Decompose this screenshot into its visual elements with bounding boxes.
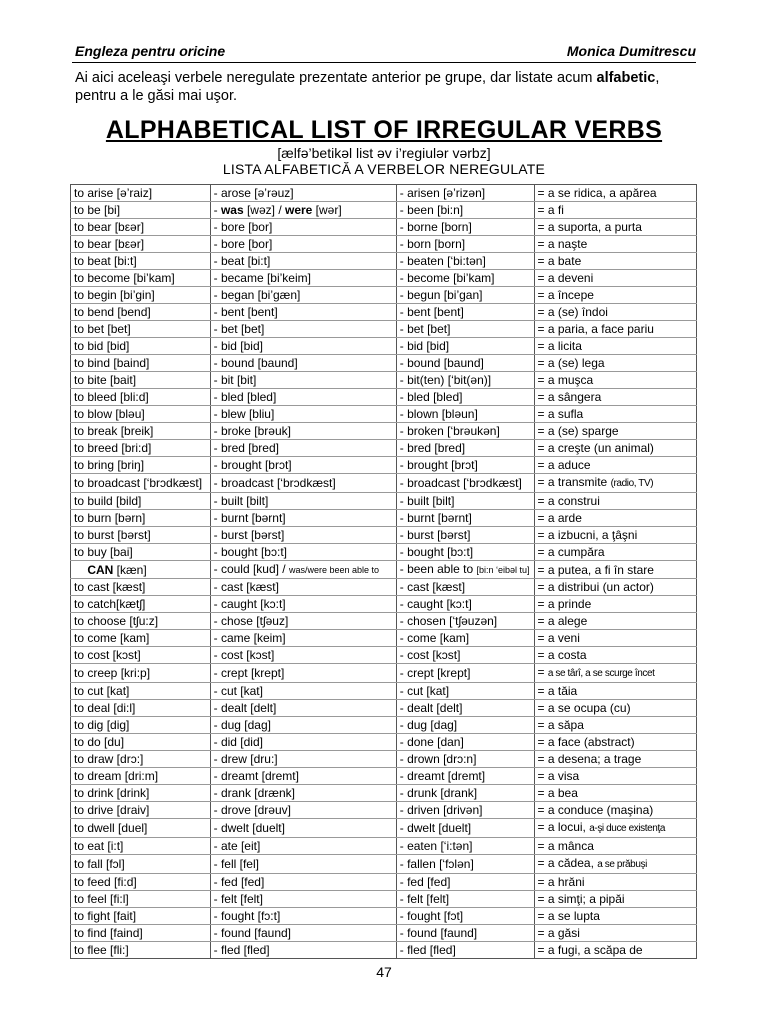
- verb-translation: = a creşte (un animal): [534, 440, 696, 457]
- verb-translation: = a locui, a-şi duce existenţa: [534, 819, 696, 838]
- verb-translation: = a se ocupa (cu): [534, 700, 696, 717]
- verb-infinitive: to fight [fait]: [71, 908, 211, 925]
- verb-past-participle: - drunk [drank]: [396, 785, 534, 802]
- verb-row: [71, 838, 697, 855]
- verb-row: [71, 202, 697, 219]
- verb-past-participle: - bought [bɔ:t]: [396, 544, 534, 561]
- verb-row: [71, 700, 697, 717]
- verb-row: [71, 855, 697, 874]
- verb-infinitive: to eat [i:t]: [71, 838, 211, 855]
- verb-infinitive: to bid [bid]: [71, 338, 211, 355]
- verb-infinitive: to burn [bərn]: [71, 510, 211, 527]
- verb-past-simple: - bit [bit]: [210, 372, 396, 389]
- verb-row: [71, 457, 697, 474]
- verb-translation: = a putea, a fi în stare: [534, 561, 696, 579]
- verb-translation: = a construi: [534, 493, 696, 510]
- verb-translation: = a transmite (radio, TV): [534, 474, 696, 493]
- verb-translation: = a săpa: [534, 717, 696, 734]
- verb-infinitive: to dig [dig]: [71, 717, 211, 734]
- verb-past-participle: - done [dan]: [396, 734, 534, 751]
- verb-past-simple: - drew [dru:]: [210, 751, 396, 768]
- verb-past-simple: - bound [baund]: [210, 355, 396, 372]
- verb-infinitive: to cast [kæst]: [71, 579, 211, 596]
- verb-past-participle: - fled [fled]: [396, 942, 534, 959]
- verb-past-simple: - burst [bərst]: [210, 527, 396, 544]
- verb-past-participle: - born [born]: [396, 236, 534, 253]
- verb-past-simple: - bid [bid]: [210, 338, 396, 355]
- intro-paragraph: [75, 69, 697, 105]
- verb-translation: = a costa: [534, 647, 696, 664]
- verb-past-simple: - cast [kæst]: [210, 579, 396, 596]
- verb-row: [71, 819, 697, 838]
- verb-infinitive: to do [du]: [71, 734, 211, 751]
- verb-past-simple: - brought [brɔt]: [210, 457, 396, 474]
- verb-row: [71, 942, 697, 959]
- verb-past-simple: - bore [bor]: [210, 219, 396, 236]
- verb-row: [71, 874, 697, 891]
- page-subtitle: LISTA ALFABETICĂ A VERBELOR NEREGULATE: [222, 161, 546, 177]
- verb-row: [71, 908, 697, 925]
- verb-past-participle: - bent [bent]: [396, 304, 534, 321]
- verb-past-simple: - dreamt [dremt]: [210, 768, 396, 785]
- verb-row: [71, 544, 697, 561]
- verb-past-simple: - arose [ə’rəuz]: [210, 185, 396, 202]
- verb-past-simple: - dug [dag]: [210, 717, 396, 734]
- verb-past-simple: - caught [kɔ:t]: [210, 596, 396, 613]
- verb-translation: = a tăia: [534, 683, 696, 700]
- verb-row: [71, 561, 697, 579]
- verb-past-simple: - was [wəz] / were [wər]: [210, 202, 396, 219]
- verb-past-participle: - cut [kat]: [396, 683, 534, 700]
- verb-past-participle: - blown [bləun]: [396, 406, 534, 423]
- verb-past-participle: - broadcast [‘brɔdkæst]: [396, 474, 534, 493]
- verb-translation: = a se târî, a se scurge încet: [534, 664, 696, 683]
- verb-translation: = a deveni: [534, 270, 696, 287]
- page-title: ALPHABETICAL LIST OF IRREGULAR VERBS: [105, 116, 663, 144]
- verb-infinitive: CAN [kæn]: [71, 561, 211, 579]
- verb-past-participle: - built [bilt]: [396, 493, 534, 510]
- verb-past-simple: - blew [bliu]: [210, 406, 396, 423]
- verb-row: [71, 768, 697, 785]
- verb-past-participle: - felt [felt]: [396, 891, 534, 908]
- verb-past-participle: - bred [bred]: [396, 440, 534, 457]
- verb-infinitive: to bleed [bli:d]: [71, 389, 211, 406]
- verb-row: [71, 440, 697, 457]
- verb-row: [71, 664, 697, 683]
- verb-infinitive: to beat [bi:t]: [71, 253, 211, 270]
- verb-translation: = a face (abstract): [534, 734, 696, 751]
- verb-translation: = a fugi, a scăpa de: [534, 942, 696, 959]
- verb-past-simple: - dealt [delt]: [210, 700, 396, 717]
- verb-translation: = a sângera: [534, 389, 696, 406]
- verb-past-simple: - broadcast [‘brɔdkæst]: [210, 474, 396, 493]
- verb-infinitive: to become [bi’kam]: [71, 270, 211, 287]
- verb-row: [71, 338, 697, 355]
- verb-translation: = a mânca: [534, 838, 696, 855]
- verb-past-participle: - broken [‘brəukən]: [396, 423, 534, 440]
- verb-past-participle: - bound [baund]: [396, 355, 534, 372]
- verb-past-simple: - bent [bent]: [210, 304, 396, 321]
- verb-translation: = a arde: [534, 510, 696, 527]
- verb-row: [71, 185, 697, 202]
- verb-past-participle: - fed [fed]: [396, 874, 534, 891]
- verb-row: [71, 304, 697, 321]
- verb-row: [71, 219, 697, 236]
- verb-past-simple: - cut [kat]: [210, 683, 396, 700]
- verb-row: [71, 510, 697, 527]
- verb-infinitive: to arise [ə’raiz]: [71, 185, 211, 202]
- verb-past-simple: - began [bi’gæn]: [210, 287, 396, 304]
- verb-past-participle: - dwelt [duelt]: [396, 819, 534, 838]
- verb-past-participle: - crept [krept]: [396, 664, 534, 683]
- verb-infinitive: to fall [fɔl]: [71, 855, 211, 874]
- verb-row: [71, 527, 697, 544]
- verb-translation: = a bate: [534, 253, 696, 270]
- verb-translation: = a veni: [534, 630, 696, 647]
- verb-past-simple: - bled [bled]: [210, 389, 396, 406]
- verb-infinitive: to catch[kætʃ]: [71, 596, 211, 613]
- verbs-table-body: [71, 185, 697, 959]
- verb-translation: = a sufla: [534, 406, 696, 423]
- verb-row: [71, 493, 697, 510]
- verb-row: [71, 236, 697, 253]
- verb-row: [71, 596, 697, 613]
- verb-row: [71, 925, 697, 942]
- verb-past-simple: - fled [fled]: [210, 942, 396, 959]
- verb-infinitive: to deal [di:l]: [71, 700, 211, 717]
- verb-row: [71, 406, 697, 423]
- verb-past-simple: - fell [fel]: [210, 855, 396, 874]
- verb-infinitive: to bear [bεər]: [71, 236, 211, 253]
- verb-past-simple: - dwelt [duelt]: [210, 819, 396, 838]
- verb-infinitive: to dwell [duel]: [71, 819, 211, 838]
- verb-translation: = a (se) îndoi: [534, 304, 696, 321]
- verb-row: [71, 321, 697, 338]
- verb-row: [71, 579, 697, 596]
- verb-row: [71, 355, 697, 372]
- verb-translation: = a licita: [534, 338, 696, 355]
- verb-translation: = a începe: [534, 287, 696, 304]
- verb-past-simple: - came [keim]: [210, 630, 396, 647]
- intro-text-1: Ai aici aceleaşi verbele neregulate prezentate anterior pe grupe, dar listate acum: [75, 70, 597, 86]
- verb-infinitive: to cut [kat]: [71, 683, 211, 700]
- verb-infinitive: to find [faind]: [71, 925, 211, 942]
- verb-past-participle: - bled [bled]: [396, 389, 534, 406]
- verb-past-participle: - burst [bərst]: [396, 527, 534, 544]
- verb-past-simple: - crept [krept]: [210, 664, 396, 683]
- verb-past-participle: - caught [kɔ:t]: [396, 596, 534, 613]
- verb-row: [71, 270, 697, 287]
- verb-infinitive: to creep [kri:p]: [71, 664, 211, 683]
- verb-past-participle: - dug [dag]: [396, 717, 534, 734]
- verb-infinitive: to burst [bərst]: [71, 527, 211, 544]
- verb-row: [71, 647, 697, 664]
- verb-row: [71, 372, 697, 389]
- verb-past-participle: - been [bi:n]: [396, 202, 534, 219]
- verb-past-participle: - dealt [delt]: [396, 700, 534, 717]
- verb-past-participle: - bit(ten) [‘bit(ən)]: [396, 372, 534, 389]
- verb-past-simple: - bet [bet]: [210, 321, 396, 338]
- verb-translation: = a izbucni, a ţâşni: [534, 527, 696, 544]
- verb-translation: = a aduce: [534, 457, 696, 474]
- verb-past-participle: - bid [bid]: [396, 338, 534, 355]
- verb-infinitive: to build [bild]: [71, 493, 211, 510]
- verb-translation: = a cădea, a se prăbuşi: [534, 855, 696, 874]
- verb-past-participle: - found [faund]: [396, 925, 534, 942]
- verb-past-participle: - brought [brɔt]: [396, 457, 534, 474]
- verb-past-simple: - burnt [bərnt]: [210, 510, 396, 527]
- verb-past-simple: - beat [bi:t]: [210, 253, 396, 270]
- verb-row: [71, 802, 697, 819]
- verb-past-participle: - begun [bi’gan]: [396, 287, 534, 304]
- verb-past-participle: - borne [born]: [396, 219, 534, 236]
- irregular-verbs-table: [70, 184, 697, 959]
- verb-past-participle: - fallen [‘fɔlən]: [396, 855, 534, 874]
- title-phonetic: [ælfə’betikəl list əv i’regiulər vərbz]: [277, 145, 491, 161]
- verb-row: [71, 613, 697, 630]
- verb-infinitive: to dream [dri:m]: [71, 768, 211, 785]
- verb-infinitive: to blow [bləu]: [71, 406, 211, 423]
- verb-infinitive: to bend [bend]: [71, 304, 211, 321]
- author-name: Monica Dumitrescu: [566, 43, 696, 59]
- verb-infinitive: to buy [bai]: [71, 544, 211, 561]
- verb-translation: = a hrăni: [534, 874, 696, 891]
- page-header: [72, 42, 696, 63]
- verb-past-simple: - chose [tʃəuz]: [210, 613, 396, 630]
- verb-infinitive: to bind [baind]: [71, 355, 211, 372]
- verb-translation: = a distribui (un actor): [534, 579, 696, 596]
- verb-past-simple: - drank [drænk]: [210, 785, 396, 802]
- verb-row: [71, 683, 697, 700]
- verb-translation: = a bea: [534, 785, 696, 802]
- verb-past-participle: - eaten [‘i:tən]: [396, 838, 534, 855]
- verb-row: [71, 389, 697, 406]
- verb-past-simple: - became [bi’keim]: [210, 270, 396, 287]
- verb-infinitive: to drink [drink]: [71, 785, 211, 802]
- verb-past-participle: - come [kam]: [396, 630, 534, 647]
- verb-translation: = a (se) sparge: [534, 423, 696, 440]
- verb-past-simple: - felt [felt]: [210, 891, 396, 908]
- verb-past-participle: - become [bi’kam]: [396, 270, 534, 287]
- verb-infinitive: to breed [bri:d]: [71, 440, 211, 457]
- verb-past-simple: - bought [bɔ:t]: [210, 544, 396, 561]
- verb-translation: = a se lupta: [534, 908, 696, 925]
- page-number: 47: [376, 964, 392, 980]
- verb-past-participle: - beaten [‘bi:tən]: [396, 253, 534, 270]
- verb-past-simple: - could [kud] / was/were been able to: [210, 561, 396, 579]
- verb-past-simple: - did [did]: [210, 734, 396, 751]
- verb-infinitive: to feel [fi:l]: [71, 891, 211, 908]
- verb-translation: = a visa: [534, 768, 696, 785]
- verb-translation: = a alege: [534, 613, 696, 630]
- verb-row: [71, 751, 697, 768]
- verb-past-participle: - bet [bet]: [396, 321, 534, 338]
- verb-translation: = a muşca: [534, 372, 696, 389]
- verb-past-participle: - driven [drivən]: [396, 802, 534, 819]
- verb-infinitive: to broadcast [‘brɔdkæst]: [71, 474, 211, 493]
- verb-translation: = a naşte: [534, 236, 696, 253]
- verb-past-participle: - dreamt [dremt]: [396, 768, 534, 785]
- verb-row: [71, 423, 697, 440]
- verb-infinitive: to come [kam]: [71, 630, 211, 647]
- verb-past-simple: - drove [drəuv]: [210, 802, 396, 819]
- verb-translation: = a paria, a face pariu: [534, 321, 696, 338]
- verb-row: [71, 630, 697, 647]
- intro-text-2: , pentru a le găsi mai uşor.: [75, 70, 660, 104]
- verb-past-simple: - ate [eit]: [210, 838, 396, 855]
- verb-translation: = a cumpăra: [534, 544, 696, 561]
- verb-infinitive: to begin [bi’gin]: [71, 287, 211, 304]
- verb-infinitive: to flee [fli:]: [71, 942, 211, 959]
- verb-past-simple: - fed [fed]: [210, 874, 396, 891]
- verb-translation: = a suporta, a purta: [534, 219, 696, 236]
- verb-translation: = a conduce (maşina): [534, 802, 696, 819]
- verb-row: [71, 287, 697, 304]
- verb-infinitive: to bear [bεər]: [71, 219, 211, 236]
- verb-infinitive: to bring [briŋ]: [71, 457, 211, 474]
- verb-past-simple: - bred [bred]: [210, 440, 396, 457]
- verb-past-participle: - burnt [bərnt]: [396, 510, 534, 527]
- verb-infinitive: to be [bi]: [71, 202, 211, 219]
- verb-past-simple: - built [bilt]: [210, 493, 396, 510]
- verb-translation: = a fi: [534, 202, 696, 219]
- book-title: Engleza pentru oricine: [75, 43, 226, 59]
- verb-past-simple: - bore [bor]: [210, 236, 396, 253]
- verb-infinitive: to cost [kɔst]: [71, 647, 211, 664]
- verb-translation: = a desena; a trage: [534, 751, 696, 768]
- verb-past-participle: - been able to [bi:n ‘eibəl tu]: [396, 561, 534, 579]
- verb-row: [71, 253, 697, 270]
- verb-translation: = a se ridica, a apărea: [534, 185, 696, 202]
- verb-infinitive: to choose [tʃu:z]: [71, 613, 211, 630]
- verb-row: [71, 891, 697, 908]
- intro-bold-word: alfabetic: [596, 70, 656, 86]
- verb-past-simple: - found [faund]: [210, 925, 396, 942]
- verb-row: [71, 785, 697, 802]
- verb-infinitive: to bet [bet]: [71, 321, 211, 338]
- verb-translation: = a găsi: [534, 925, 696, 942]
- verb-infinitive: to bite [bait]: [71, 372, 211, 389]
- verb-translation: = a simţi; a pipăi: [534, 891, 696, 908]
- verb-infinitive: to break [breik]: [71, 423, 211, 440]
- verb-translation: = a prinde: [534, 596, 696, 613]
- verb-past-simple: - cost [kɔst]: [210, 647, 396, 664]
- verb-past-participle: - fought [fɔt]: [396, 908, 534, 925]
- verb-past-simple: - broke [brəuk]: [210, 423, 396, 440]
- verb-row: [71, 734, 697, 751]
- verb-past-participle: - chosen [‘tʃəuzən]: [396, 613, 534, 630]
- verb-past-participle: - drown [drɔ:n]: [396, 751, 534, 768]
- verb-infinitive: to draw [drɔ:]: [71, 751, 211, 768]
- verb-row: [71, 474, 697, 493]
- verb-infinitive: to feed [fi:d]: [71, 874, 211, 891]
- verb-past-participle: - cast [kæst]: [396, 579, 534, 596]
- verb-past-simple: - fought [fɔ:t]: [210, 908, 396, 925]
- verb-past-participle: - arisen [ə’rizən]: [396, 185, 534, 202]
- verb-infinitive: to drive [draiv]: [71, 802, 211, 819]
- verb-row: [71, 717, 697, 734]
- verb-translation: = a (se) lega: [534, 355, 696, 372]
- verb-past-participle: - cost [kɔst]: [396, 647, 534, 664]
